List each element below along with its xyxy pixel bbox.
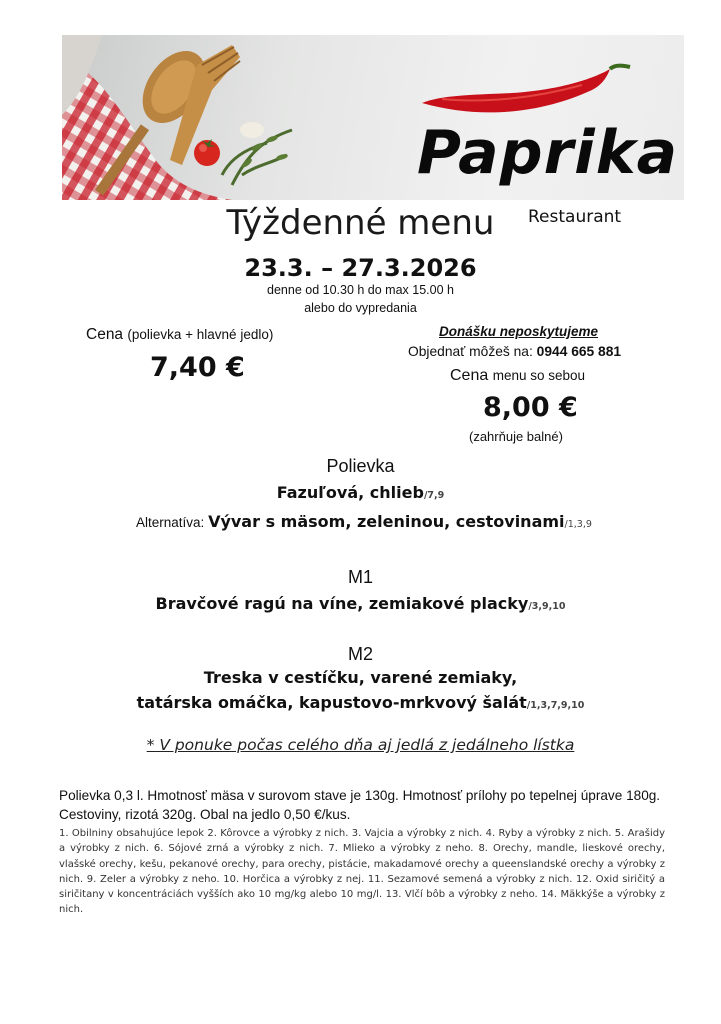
price-value-right: 8,00 € (483, 392, 578, 423)
date-range: 23.3. – 27.3.2026 (244, 254, 477, 282)
soup-main (0, 485, 721, 501)
soup-alternative (136, 514, 592, 530)
portion-info: Polievka 0,3 l. Hmotnosť mäsa v surovom stave je 130g. Hmotnosť prílohy po tepelnej úprave 180g. Cestoviny, rizotá 320g. Obal na jedlo 0,50 €/kus. (59, 788, 661, 822)
soup-main-allergens: /7,9 (423, 490, 445, 501)
price-value-left: 7,40 € (150, 352, 245, 383)
m2-line2 (0, 695, 721, 711)
m1-line (0, 596, 721, 612)
phone-number: 0944 665 881 (536, 344, 622, 359)
m2-allergens: /1,3,7,9,10 (526, 700, 585, 711)
price-label-right (450, 368, 585, 384)
page-title: Týždenné menu (226, 203, 495, 243)
m2-dish: tatárska omáčka, kapustovo-mrkvový šalát (136, 693, 527, 712)
menu-note: * V ponuke počas celého dňa aj jedlá z jedálneho lístka (146, 736, 575, 754)
m1-allergens: /3,9,10 (528, 601, 566, 612)
price-label-note: (polievka + hlavné jedlo) (127, 327, 274, 342)
m1-dish: Bravčové ragú na víne, zemiakové placky (155, 594, 529, 613)
m1-heading: M1 (347, 567, 373, 587)
order-label: Objednať môžeš na: (408, 344, 533, 359)
soup-main-dish: Fazuľová, chlieb (276, 483, 424, 502)
delivery-note: Donášku neposkytujeme (439, 324, 599, 339)
takeaway-note: (zahrňuje balné) (469, 429, 563, 444)
soup-alt-dish: Vývar s mäsom, zeleninou, cestovinami (208, 512, 565, 531)
price-label-left (86, 327, 273, 343)
allergen-legend: 1. Obilniny obsahujúce lepok 2. Kôrovce a výrobky z nich. 3. Vajcia a výrobky z nich. 4. Ryby a výrobky z nich. 5. Arašidy a výrobky z nich. 6. Sójové zrná a výrobky z nich. 7. Mlieko a výrobky z neho. 8. Orechy, mandle, lieskové orechy, vlašské orechy, kešu, pekanové orechy, para orechy, pistácie, makadamové orechy a queenslandské orechy a výrobky z nich. 9. Zeler a výrobky z neho. 10. Horčica a výrobky z nej. 11. Sezamové semená a výrobky z nich. 12. Oxid siričitý a siričitany v koncentráciách vyšších ako 10 mg/kg alebo 10 mg/l. 13. Vlčí bôb a výrobky z neho. 14. Mäkkýše a výrobky z nich. (59, 828, 665, 916)
order-line (408, 345, 621, 359)
takeaway-price-label: Cena (450, 367, 489, 384)
brand-subtitle: Restaurant (528, 207, 622, 227)
opening-hours-note: alebo do vypredania (304, 301, 417, 315)
soup-alt-label: Alternatíva: (136, 515, 205, 530)
soup-heading: Polievka (326, 456, 395, 476)
soup-alt-allergens: /1,3,9 (564, 519, 592, 530)
takeaway-price-note: menu so sebou (492, 368, 586, 383)
m2-heading: M2 (347, 644, 373, 664)
price-label: Cena (86, 326, 124, 343)
brand-name: Paprika (417, 118, 679, 188)
m2-line1: Treska v cestíčku, varené zemiaky, (203, 668, 518, 687)
opening-hours: denne od 10.30 h do max 15.00 h (267, 283, 454, 297)
